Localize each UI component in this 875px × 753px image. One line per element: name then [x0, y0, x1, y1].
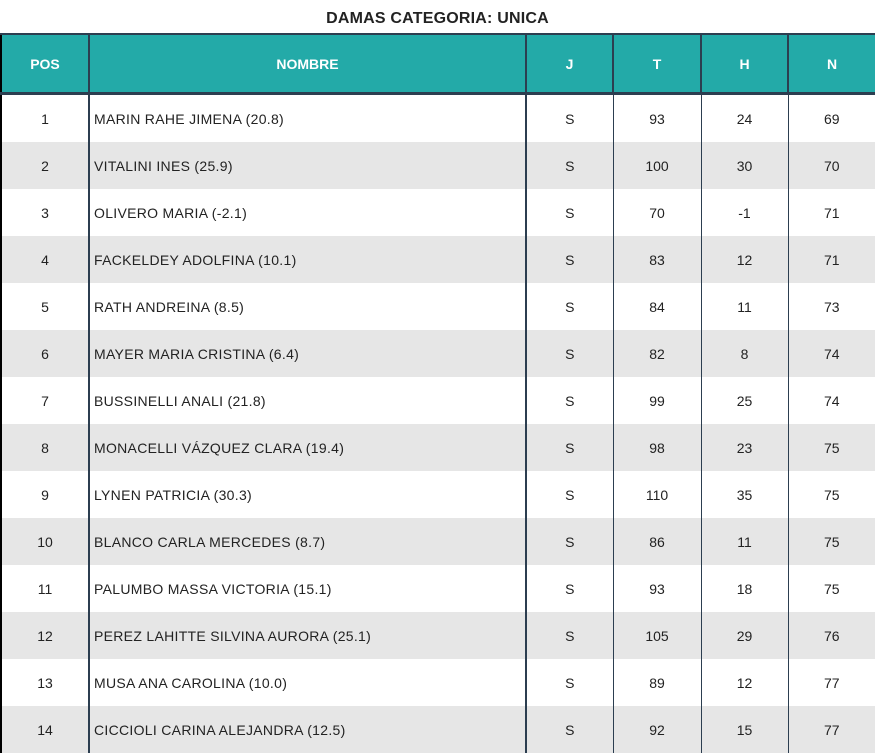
cell-pos: 2	[1, 142, 89, 189]
cell-name: BUSSINELLI ANALI (21.8)	[89, 377, 526, 424]
cell-h: 25	[701, 377, 788, 424]
cell-t: 84	[613, 283, 701, 330]
cell-pos: 8	[1, 424, 89, 471]
table-row	[1, 236, 875, 283]
cell-j: S	[526, 94, 613, 143]
cell-j: S	[526, 706, 613, 753]
cell-name: CICCIOLI CARINA ALEJANDRA (12.5)	[89, 706, 526, 753]
cell-name: PEREZ LAHITTE SILVINA AURORA (25.1)	[89, 612, 526, 659]
cell-n: 77	[788, 659, 875, 706]
table-row	[1, 330, 875, 377]
cell-n: 73	[788, 283, 875, 330]
cell-name: FACKELDEY ADOLFINA (10.1)	[89, 236, 526, 283]
cell-name: MUSA ANA CAROLINA (10.0)	[89, 659, 526, 706]
cell-n: 69	[788, 94, 875, 143]
cell-pos: 9	[1, 471, 89, 518]
column-header-j: J	[526, 34, 613, 94]
cell-pos: 3	[1, 189, 89, 236]
cell-pos: 11	[1, 565, 89, 612]
table-row	[1, 518, 875, 565]
column-header-h: H	[701, 34, 788, 94]
column-header-t: T	[613, 34, 701, 94]
cell-t: 93	[613, 565, 701, 612]
table-row	[1, 377, 875, 424]
header-row	[1, 34, 875, 94]
cell-j: S	[526, 142, 613, 189]
table-row	[1, 142, 875, 189]
table-row	[1, 189, 875, 236]
cell-h: 15	[701, 706, 788, 753]
cell-t: 99	[613, 377, 701, 424]
cell-h: 11	[701, 283, 788, 330]
table-row	[1, 283, 875, 330]
cell-h: -1	[701, 189, 788, 236]
table-header	[1, 34, 875, 94]
cell-t: 100	[613, 142, 701, 189]
table-row	[1, 424, 875, 471]
cell-pos: 10	[1, 518, 89, 565]
table-body	[1, 94, 875, 753]
cell-t: 83	[613, 236, 701, 283]
cell-j: S	[526, 283, 613, 330]
cell-pos: 5	[1, 283, 89, 330]
column-header-name: NOMBRE	[89, 34, 526, 94]
cell-h: 8	[701, 330, 788, 377]
page-title: DAMAS CATEGORIA: UNICA	[0, 0, 875, 33]
cell-h: 30	[701, 142, 788, 189]
cell-t: 89	[613, 659, 701, 706]
cell-j: S	[526, 565, 613, 612]
cell-n: 70	[788, 142, 875, 189]
cell-h: 12	[701, 236, 788, 283]
cell-h: 24	[701, 94, 788, 143]
cell-n: 76	[788, 612, 875, 659]
cell-n: 71	[788, 236, 875, 283]
cell-h: 18	[701, 565, 788, 612]
cell-n: 75	[788, 518, 875, 565]
cell-pos: 6	[1, 330, 89, 377]
cell-j: S	[526, 659, 613, 706]
cell-h: 23	[701, 424, 788, 471]
cell-j: S	[526, 424, 613, 471]
table-row	[1, 94, 875, 143]
cell-name: MONACELLI VÁZQUEZ CLARA (19.4)	[89, 424, 526, 471]
table-row	[1, 565, 875, 612]
cell-h: 11	[701, 518, 788, 565]
column-header-n: N	[788, 34, 875, 94]
cell-name: OLIVERO MARIA (-2.1)	[89, 189, 526, 236]
cell-h: 35	[701, 471, 788, 518]
cell-pos: 7	[1, 377, 89, 424]
cell-t: 93	[613, 94, 701, 143]
cell-name: LYNEN PATRICIA (30.3)	[89, 471, 526, 518]
cell-name: MAYER MARIA CRISTINA (6.4)	[89, 330, 526, 377]
cell-t: 86	[613, 518, 701, 565]
cell-pos: 14	[1, 706, 89, 753]
cell-t: 105	[613, 612, 701, 659]
cell-name: BLANCO CARLA MERCEDES (8.7)	[89, 518, 526, 565]
cell-n: 75	[788, 471, 875, 518]
cell-t: 70	[613, 189, 701, 236]
cell-name: PALUMBO MASSA VICTORIA (15.1)	[89, 565, 526, 612]
table-row	[1, 612, 875, 659]
cell-n: 77	[788, 706, 875, 753]
cell-name: MARIN RAHE JIMENA (20.8)	[89, 94, 526, 143]
cell-name: VITALINI INES (25.9)	[89, 142, 526, 189]
cell-h: 12	[701, 659, 788, 706]
cell-j: S	[526, 189, 613, 236]
cell-t: 92	[613, 706, 701, 753]
cell-h: 29	[701, 612, 788, 659]
table-row	[1, 471, 875, 518]
cell-j: S	[526, 236, 613, 283]
cell-n: 75	[788, 424, 875, 471]
table-row	[1, 706, 875, 753]
cell-j: S	[526, 612, 613, 659]
results-table	[0, 33, 875, 753]
cell-n: 74	[788, 330, 875, 377]
cell-pos: 1	[1, 94, 89, 143]
cell-n: 74	[788, 377, 875, 424]
cell-j: S	[526, 471, 613, 518]
column-header-pos: POS	[1, 34, 89, 94]
cell-t: 110	[613, 471, 701, 518]
cell-t: 98	[613, 424, 701, 471]
cell-n: 75	[788, 565, 875, 612]
cell-name: RATH ANDREINA (8.5)	[89, 283, 526, 330]
cell-j: S	[526, 330, 613, 377]
table-row	[1, 659, 875, 706]
cell-pos: 12	[1, 612, 89, 659]
cell-n: 71	[788, 189, 875, 236]
cell-pos: 4	[1, 236, 89, 283]
cell-j: S	[526, 518, 613, 565]
cell-pos: 13	[1, 659, 89, 706]
cell-j: S	[526, 377, 613, 424]
cell-t: 82	[613, 330, 701, 377]
